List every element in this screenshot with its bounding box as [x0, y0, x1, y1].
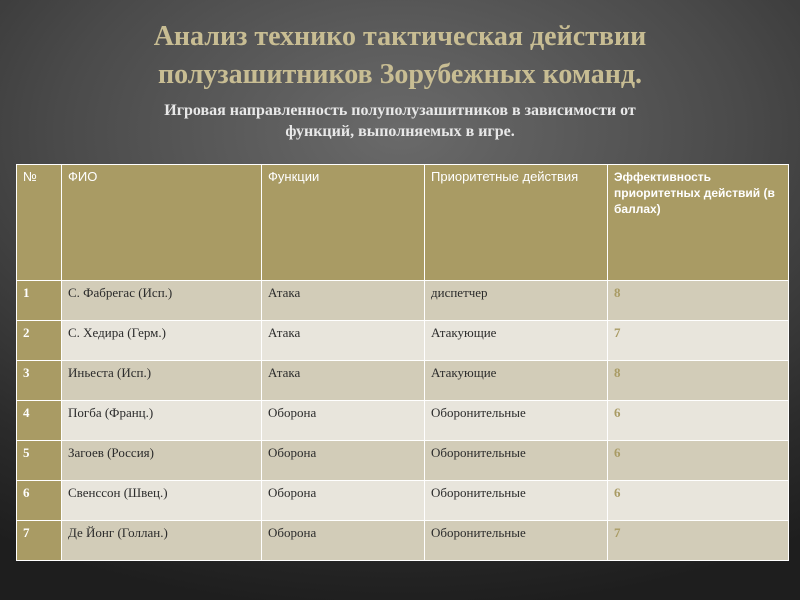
row-priority: Оборонительные: [425, 401, 608, 441]
table-header: [17, 165, 789, 281]
header-row: [17, 165, 789, 281]
row-name: Загоев (Россия): [62, 441, 262, 481]
row-priority: Оборонительные: [425, 521, 608, 561]
slide-title-line-2: полузашитников Зорубежных команд.: [157, 59, 643, 90]
row-priority: Оборонительные: [425, 441, 608, 481]
row-score: 6: [608, 441, 789, 481]
row-functions: Оборона: [262, 441, 425, 481]
row-name: Иньеста (Исп.): [62, 361, 262, 401]
slide-subtitle-line-2: функций, выполняемых в игре.: [285, 123, 515, 140]
row-score: 7: [608, 521, 789, 561]
row-functions: Атака: [262, 361, 425, 401]
slide-title-line-1: Анализ технико тактическая действии: [153, 21, 647, 52]
header-priority: Приоритетные действия: [425, 165, 608, 281]
row-num: 1: [17, 281, 62, 321]
slide-title: [60, 18, 740, 94]
row-num: 2: [17, 321, 62, 361]
row-priority: диспетчер: [425, 281, 608, 321]
row-functions: Оборона: [262, 401, 425, 441]
table-body: [17, 281, 789, 561]
row-priority: Атакующие: [425, 361, 608, 401]
row-num: 7: [17, 521, 62, 561]
row-functions: Оборона: [262, 521, 425, 561]
row-num: 6: [17, 481, 62, 521]
table-row: [17, 281, 789, 321]
row-score: 6: [608, 481, 789, 521]
slide-subtitle-line-1: Игровая направленность полуполузашитников в зависимости от: [164, 102, 636, 119]
row-name: Де Йонг (Голлан.): [62, 521, 262, 561]
row-priority: Оборонительные: [425, 481, 608, 521]
row-score: 8: [608, 361, 789, 401]
row-priority: Атакующие: [425, 321, 608, 361]
row-name: Свенссон (Швец.): [62, 481, 262, 521]
slide-subtitle: [60, 100, 740, 142]
header-name: ФИО: [62, 165, 262, 281]
row-score: 7: [608, 321, 789, 361]
row-score: 8: [608, 281, 789, 321]
row-name: Погба (Франц.): [62, 401, 262, 441]
table-row: [17, 441, 789, 481]
table-row: [17, 361, 789, 401]
row-name: С. Хедира (Герм.): [62, 321, 262, 361]
header-efficiency: Эффективность приоритетных действий (в баллах): [608, 165, 789, 281]
table-row: [17, 401, 789, 441]
table-row: [17, 521, 789, 561]
table-row: [17, 321, 789, 361]
row-functions: Оборона: [262, 481, 425, 521]
row-num: 5: [17, 441, 62, 481]
row-num: 3: [17, 361, 62, 401]
header-functions: Функции: [262, 165, 425, 281]
row-functions: Атака: [262, 281, 425, 321]
row-functions: Атака: [262, 321, 425, 361]
table-row: [17, 481, 789, 521]
header-num: №: [17, 165, 62, 281]
row-score: 6: [608, 401, 789, 441]
players-table: [16, 164, 789, 561]
row-num: 4: [17, 401, 62, 441]
row-name: С. Фабрегас (Исп.): [62, 281, 262, 321]
